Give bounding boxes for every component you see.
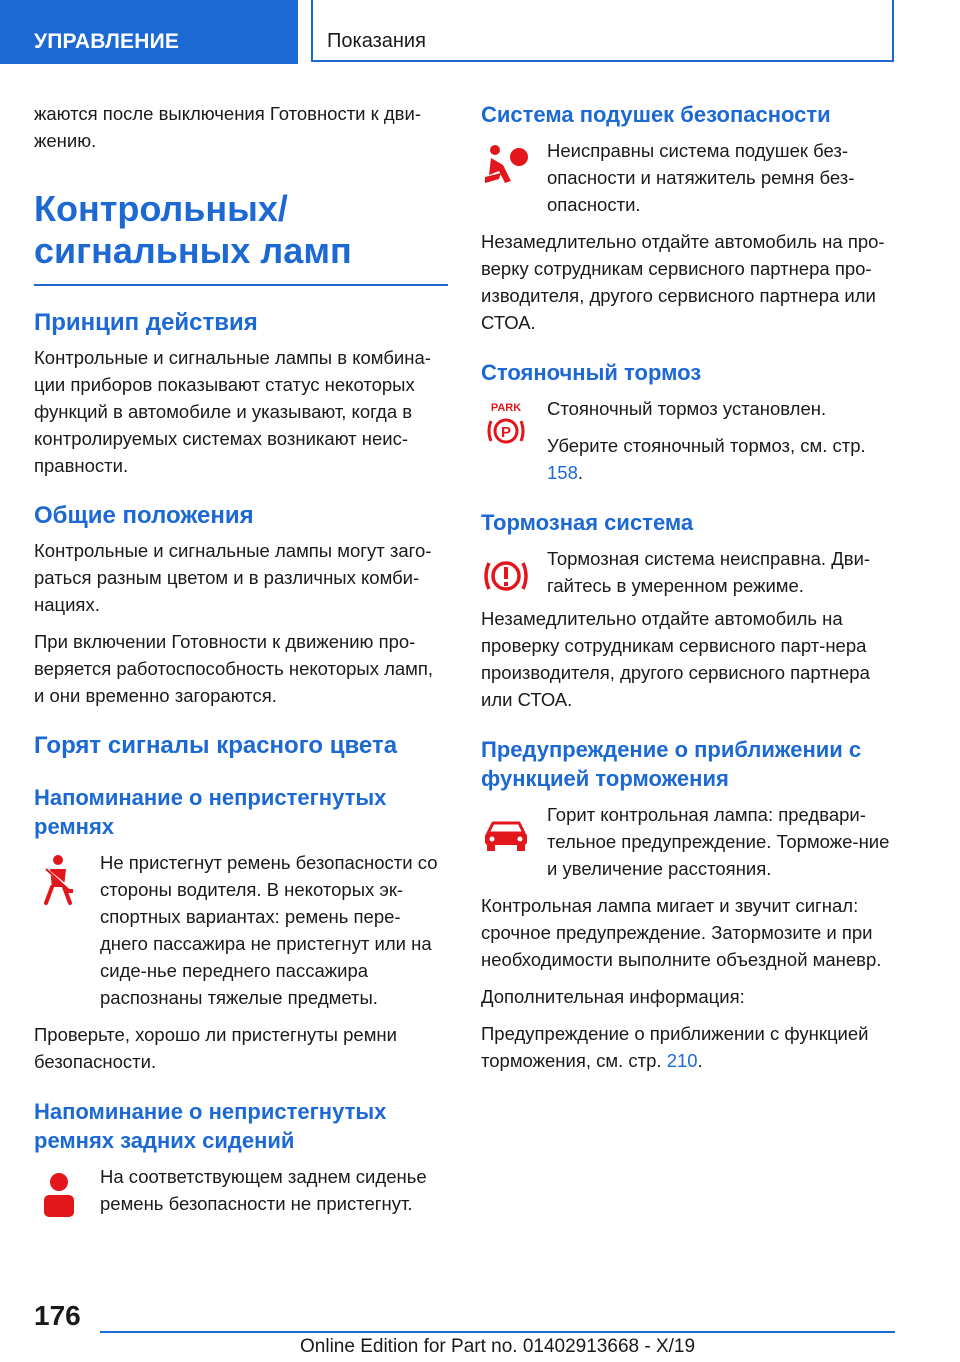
rear-seat-occupant-icon: [34, 1167, 84, 1221]
airbag-text-1: Неисправны система подушек без-опасности и натяжитель ремня без-опасности.: [547, 140, 855, 215]
red-lights-heading: Горят сигналы красного цвета: [34, 732, 398, 759]
general-text-2: При включении Готовности к движению про-веряется работоспособность некоторых ламп, и они временно загораются.: [34, 631, 434, 706]
collision-block: [481, 801, 895, 882]
collision-page-link[interactable]: 210: [666, 1050, 698, 1071]
park-icon-label: PARK: [490, 402, 522, 414]
header-section-title: УПРАВЛЕНИЕ: [34, 30, 180, 53]
brake-system-icon: [481, 549, 531, 603]
rear-belt-block: [34, 1163, 448, 1223]
svg-text:P: P: [500, 424, 512, 441]
general-heading: Общие положения: [34, 502, 254, 529]
belt-heading: Напоминание о непристегнутых ремнях: [34, 785, 387, 839]
parking-brake-icon: [481, 399, 531, 453]
belt-warning-block: [34, 849, 448, 1011]
park-block: [481, 395, 895, 486]
seatbelt-warning-icon: [34, 853, 84, 907]
brake-block: [481, 545, 895, 605]
footer-divider: [100, 1331, 895, 1333]
park-text-2-body: Уберите стояночный тормоз, см. стр.: [547, 435, 866, 456]
collision-text-1: Горит контрольная лампа: предвари-тельное предупреждение. Торможе-ние и увеличение расстояния.: [547, 804, 890, 879]
belt-text-1: Не пристегнут ремень безопасности со стороны водителя. В некоторых эк-спортных вариантах: ремень пере-днего пассажира не пристегнут или на сиде-нье переднего пассажира распознаны тяжелые предметы.: [100, 852, 438, 1008]
brake-text-2: Незамедлительно отдайте автомобиль на проверку сотрудникам сервисного парт-нера производителя, другого сервисного партнера или СТОА.: [481, 608, 870, 710]
header-subsection-title: Показания: [327, 30, 426, 52]
brake-heading: Тормозная система: [481, 510, 694, 535]
park-text-2: [547, 432, 895, 486]
belt-text-2: Проверьте, хорошо ли пристегнуты ремни безопасности.: [34, 1024, 397, 1072]
collision-warning-icon: [481, 805, 531, 859]
header-section-tab: [0, 0, 298, 64]
airbag-warning-icon: [481, 141, 531, 195]
collision-text-3: Дополнительная информация:: [481, 986, 745, 1007]
header-subsection-tab: [311, 0, 894, 62]
principle-heading: Принцип действия: [34, 309, 258, 336]
collision-text-4-body: Предупреждение о приближении с функцией торможения, см. стр.: [481, 1023, 869, 1071]
brake-text-1: Тормозная система неисправна. Дви-гайтесь в умеренном режиме.: [547, 548, 871, 596]
park-heading: Стояночный тормоз: [481, 360, 702, 385]
collision-heading: Предупреждение о приближении с функцией торможения: [481, 737, 862, 791]
general-text-1: Контрольные и сигнальные лампы могут заго-раться разным цветом и в различных комби-нациях.: [34, 540, 432, 615]
airbag-block: [481, 137, 895, 218]
right-column: [481, 100, 895, 1084]
page-number: 176: [34, 1300, 81, 1331]
collision-text-4-end: .: [697, 1050, 703, 1071]
principle-text: Контрольные и сигнальные лампы в комбина-ции приборов показывают статус некоторых функций в автомобиле и указывают, когда в контролируемых системах возникают неис-правности.: [34, 347, 431, 476]
park-text-2-end: .: [577, 462, 584, 483]
left-column: [34, 100, 448, 1223]
rear-belt-text: На соответствующем заднем сиденье ремень безопасности не пристегнут.: [100, 1166, 427, 1214]
collision-text-4: [481, 1020, 895, 1074]
chapter-title: Контрольных/сигнальных ламп: [34, 188, 448, 286]
park-text-1: Стояночный тормоз установлен.: [547, 398, 827, 419]
park-page-link[interactable]: 158: [547, 462, 578, 483]
airbag-text-2: Незамедлительно отдайте автомобиль на про-верку сотрудникам сервисного партнера про-изводителя, другого сервисного партнера или СТОА.: [481, 231, 885, 333]
rear-belt-heading: Напоминание о непристегнутых ремнях задних сидений: [34, 1099, 387, 1153]
airbag-heading: Система подушек безопасности: [481, 102, 831, 127]
intro-text: жаются после выключения Готовности к дви-жению.: [34, 103, 422, 151]
collision-text-2: Контрольная лампа мигает и звучит сигнал: срочное предупреждение. Затормозите и при необходимости выполните объездной маневр.: [481, 895, 882, 970]
footer-edition: Online Edition for Part no. 01402913668 - X/19: [300, 1336, 696, 1357]
